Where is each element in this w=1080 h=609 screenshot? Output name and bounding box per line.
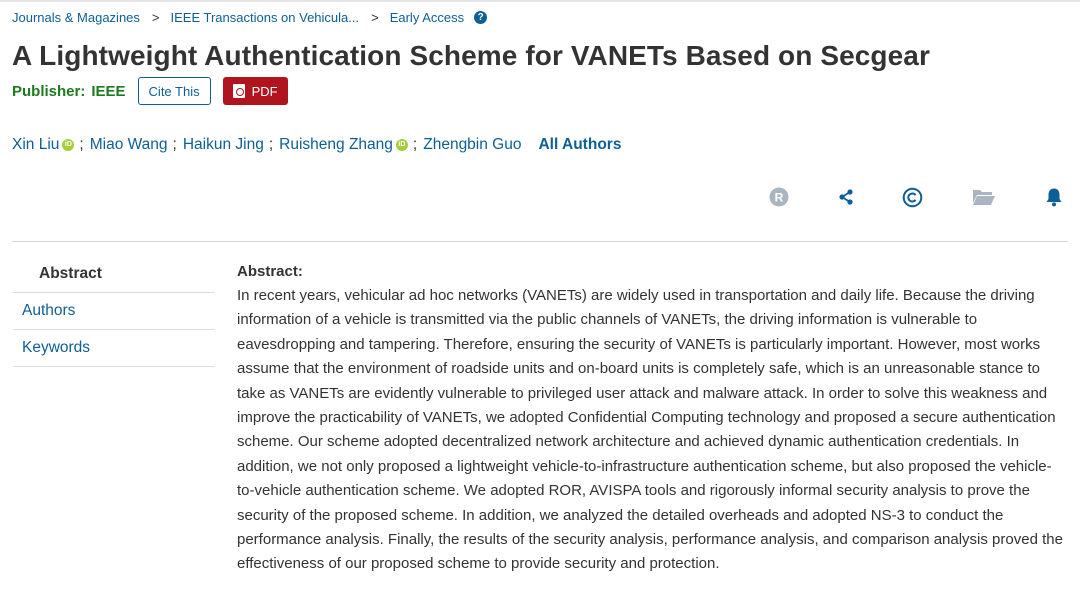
author-link[interactable]: Haikun Jing — [182, 136, 264, 153]
breadcrumb-separator: > — [151, 9, 160, 25]
pdf-file-icon — [233, 84, 245, 98]
publisher — [12, 83, 126, 100]
question-circle-icon[interactable]: ? — [474, 11, 487, 24]
sidebar-item-abstract[interactable]: Abstract — [13, 256, 215, 293]
breadcrumb-journals[interactable]: Journals & Magazines — [12, 9, 140, 25]
orcid-icon[interactable]: iD — [396, 139, 408, 151]
publisher-row — [12, 76, 288, 106]
copyright-icon[interactable] — [901, 186, 923, 208]
abstract-text: In recent years, vehicular ad hoc networks (VANETs) are widely used in transportation and daily life. Because the driving information of a vehicle is transmitted via the public channels of VANETs, the driving information is vulnerable to eavesdropping and tampering. Therefore, ensuring the security of VANETs is particularly important. However, most works assume that the environment of roadside units and on-board units is completely safe, which is an unreasonable stance to take as VANETs are evidently vulnerable to privileged user attack and malware attack. In order to solve this weakness and improve the practicability of VANETs, we adopted Confidential Computing technology and proposed a secure authentication scheme. Our scheme adopted decentralized network architecture and achieved dynamic authentication credentials. In addition, we not only proposed a lightweight vehicle-to-infrastructure authentication scheme, but also proposed the vehicle-to-vehicle authentication scheme. We adopted ROR, AVISPA tools and rigorously informal security analysis to prove the security of the proposed scheme. In addition, we analyzed the detailed overheads and adopted NS-3 to conduct the performance analysis. Finally, the results of the security analysis, performance analysis, and comparison analysis proved the effectiveness of our proposed scheme to provide security and protection. — [237, 287, 1063, 573]
document-sidebar — [13, 256, 215, 367]
sidebar-item-keywords[interactable]: Keywords — [13, 330, 215, 367]
author-list — [12, 135, 621, 155]
abstract-heading: Abstract: — [237, 263, 303, 280]
publisher-label: Publisher: — [12, 82, 86, 100]
author-separator: ; — [79, 136, 84, 153]
author-link[interactable]: Miao Wang — [89, 136, 168, 153]
cite-this-button[interactable]: Cite This — [138, 77, 211, 105]
breadcrumb-early-access[interactable]: Early Access — [389, 9, 465, 25]
sidebar-item-authors[interactable]: Authors — [13, 293, 215, 330]
top-border — [0, 0, 1080, 2]
pdf-button[interactable] — [223, 77, 288, 105]
section-divider — [12, 241, 1068, 242]
breadcrumb-separator: > — [371, 9, 379, 25]
breadcrumb — [12, 8, 487, 26]
breadcrumb-transactions[interactable]: IEEE Transactions on Vehicula... — [170, 9, 360, 25]
page-title: A Lightweight Authentication Scheme for VANETs Based on Secgear — [12, 40, 930, 71]
author-separator: ; — [172, 136, 177, 153]
bell-icon[interactable] — [1043, 186, 1065, 208]
all-authors-link[interactable]: All Authors — [538, 136, 622, 153]
svg-text:R: R — [774, 190, 784, 205]
pdf-button-label: PDF — [251, 83, 278, 99]
folder-icon[interactable] — [971, 186, 997, 208]
author-link[interactable]: Ruisheng Zhang — [279, 136, 393, 153]
action-icons — [0, 184, 1080, 210]
author-link[interactable]: Zhengbin Guo — [423, 136, 522, 153]
share-icon[interactable] — [836, 186, 856, 208]
rights-r-icon[interactable] — [768, 186, 790, 208]
author-link[interactable]: Xin Liu — [12, 136, 60, 153]
abstract-section — [237, 262, 1067, 577]
author-separator: ; — [268, 136, 274, 153]
orcid-icon[interactable]: iD — [62, 139, 74, 151]
author-separator: ; — [412, 136, 418, 153]
publisher-value: IEEE — [91, 82, 126, 100]
